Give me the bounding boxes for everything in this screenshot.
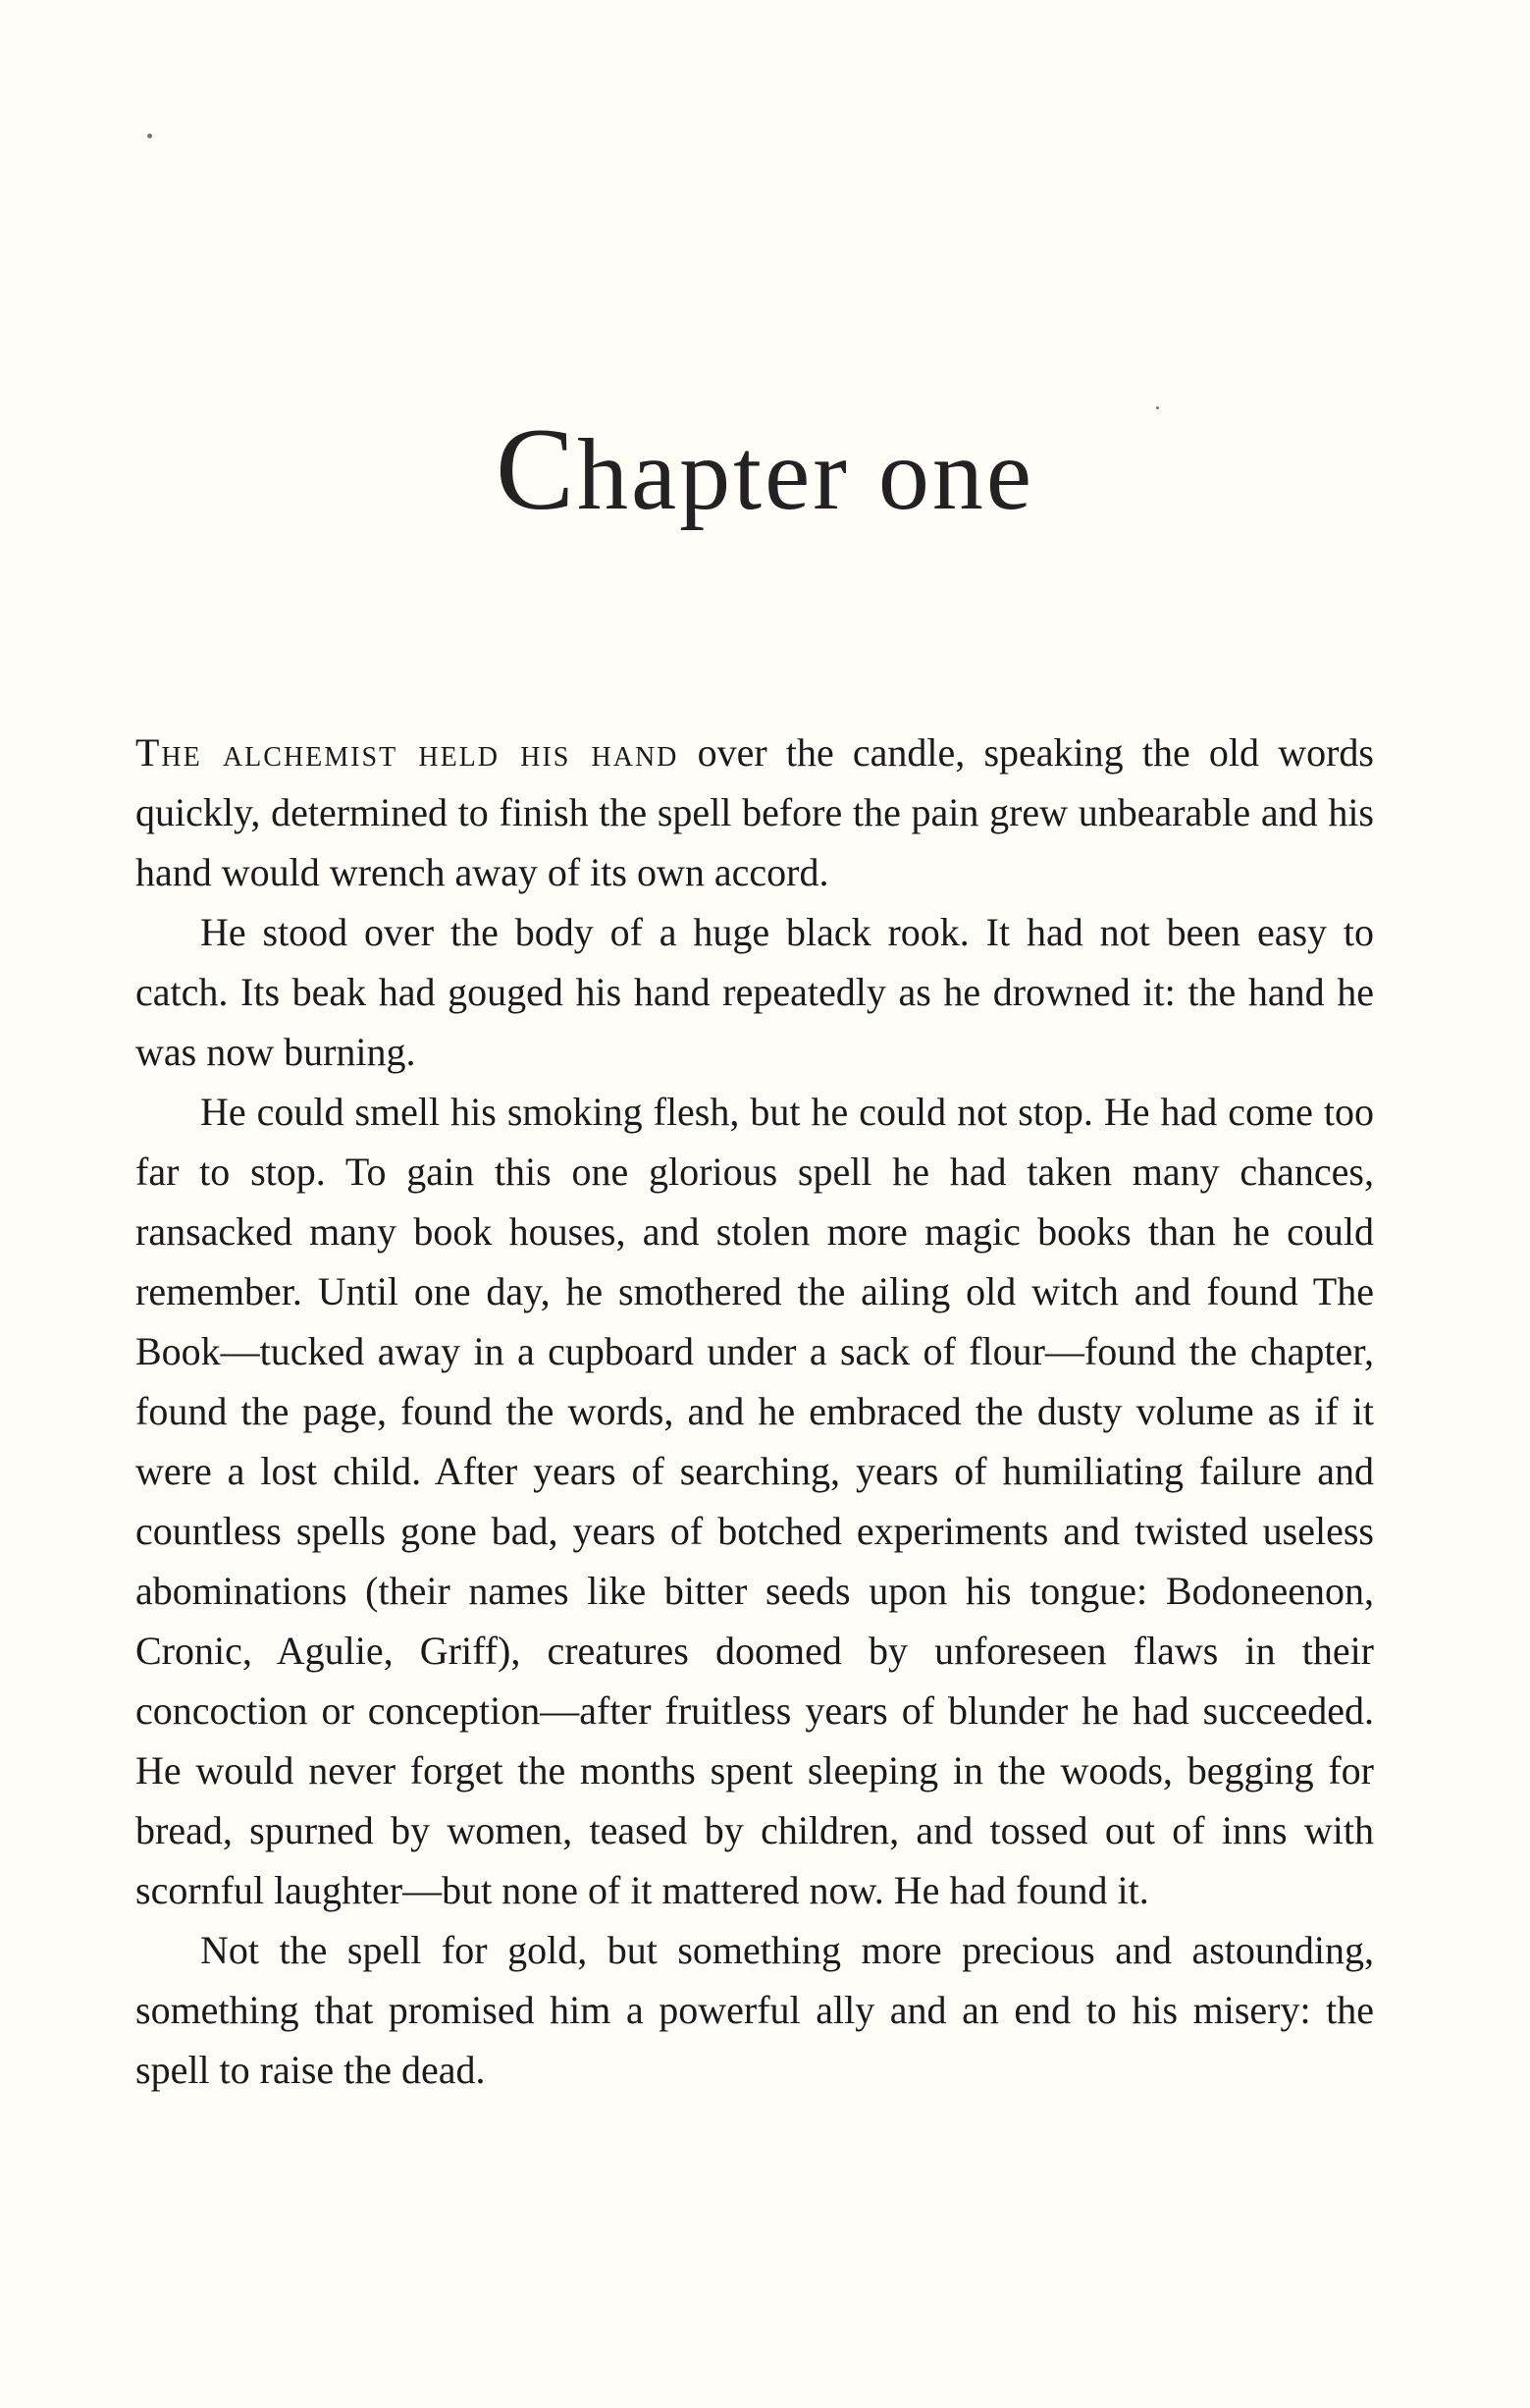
page-speck xyxy=(147,134,152,138)
paragraph-2: He stood over the body of a huge black rook. It had not been easy to catch. Its beak had gouged his hand repeatedly as he drowned it: the hand he was now burning. xyxy=(135,910,1374,1074)
chapter-title-initial: C xyxy=(495,403,578,534)
opening-lead-in: The alchemist held his hand xyxy=(135,730,679,775)
chapter-body xyxy=(135,722,1374,2100)
paragraph-1-text: over the candle, speaking the old words quickly, determined to finish the spell before the pain grew unbearable and his hand would wrench away of its own accord. xyxy=(135,730,1374,894)
paragraph-4: Not the spell for gold, but something more precious and astounding, something that promised him a powerful ally and an end to his misery: the spell to raise the dead. xyxy=(135,1928,1374,2092)
chapter-title-rest: hapter one xyxy=(577,418,1035,531)
paragraph-1 xyxy=(135,722,1374,902)
paragraph-3: He could smell his smoking flesh, but he could not stop. He had come too far to stop. To gain this one glorious spell he had taken many chances, ransacked many book houses, and stolen more magic books than he could remember. Until one day, he smothered the ailing old witch and found The Book—tucked away in a cupboard under a sack of flour—found the chapter, found the page, found the words, and he embraced the dusty volume as if it were a lost child. After years of searching, years of humiliating failure and countless spells gone bad, years of botched experiments and twisted useless abominations (their names like bitter seeds upon his tongue: Bodoneenon, Cronic, Agulie, Griff), creatures doomed by unforeseen flaws in their concoction or conception—after fruitless years of blunder he had succeeded. He would never forget the months spent sleeping in the woods, begging for bread, spurned by women, teased by children, and tossed out of inns with scornful laughter—but none of it mattered now. He had found it. xyxy=(135,1090,1374,1912)
page-speck xyxy=(1156,406,1159,409)
chapter-title xyxy=(0,403,1530,534)
